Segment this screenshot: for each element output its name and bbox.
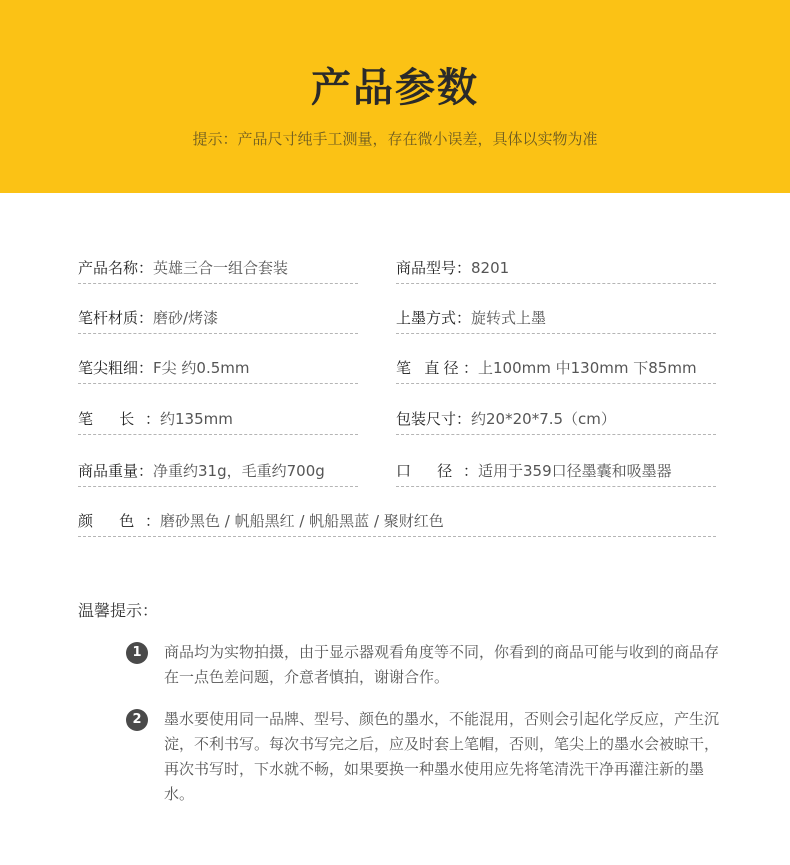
spec-label: 包装尺寸：: [396, 410, 472, 428]
spec-package-size: [396, 404, 716, 435]
spec-label: 上墨方式：: [396, 309, 472, 327]
spec-value: 磨砂黑色 / 帆船黑红 / 帆船黑蓝 / 聚财红色: [160, 512, 444, 530]
page-title: 产品参数: [311, 65, 479, 111]
tip-text: 商品均为实物拍摄，由于显示器观看角度等不同，你看到的商品可能与收到的商品存在一点色差问题，介意者慎拍，谢谢合作。: [164, 643, 720, 686]
spec-label: 口 径：: [396, 462, 478, 480]
spec-product-name: [78, 253, 358, 284]
spec-value: 约135mm: [160, 410, 233, 428]
spec-label: 商品型号：: [396, 259, 472, 277]
spec-model: [396, 253, 716, 284]
spec-color: [78, 506, 716, 537]
spec-value: 适用于359口径墨囊和吸墨器: [478, 462, 672, 480]
spec-value: 磨砂/烤漆: [153, 309, 219, 327]
spec-value: 约20*20*7.5（cm）: [471, 410, 616, 428]
spec-label: 笔 直径：: [396, 359, 478, 377]
spec-label: 笔杆材质：: [78, 309, 154, 327]
tips-heading: 温馨提示：: [78, 601, 159, 620]
spec-value: F尖 约0.5mm: [153, 359, 250, 377]
spec-label: 笔尖粗细：: [78, 359, 154, 377]
number-badge-icon: 1: [126, 642, 148, 664]
spec-caliber: [396, 456, 716, 487]
spec-value: 净重约31g，毛重约700g: [153, 462, 325, 480]
spec-label: 颜 色：: [78, 512, 160, 530]
spec-value: 8201: [471, 259, 510, 277]
spec-diameter: [396, 353, 716, 384]
spec-weight: [78, 456, 358, 487]
spec-label: 笔 长：: [78, 410, 160, 428]
spec-value: 上100mm 中130mm 下85mm: [478, 359, 697, 377]
spec-value: 英雄三合一组合套装: [153, 259, 289, 277]
spec-fill-method: [396, 303, 716, 334]
measurement-note: 提示：产品尺寸纯手工测量，存在微小误差，具体以实物为准: [192, 130, 598, 148]
spec-value: 旋转式上墨: [471, 309, 547, 327]
number-badge-icon: 2: [126, 709, 148, 731]
spec-length: [78, 404, 358, 435]
header-banner: [0, 0, 790, 193]
tip-text: 墨水要使用同一品牌、型号、颜色的墨水，不能混用，否则会引起化学反应，产生沉淀，不利书写。每次书写完之后，应及时套上笔帽，否则，笔尖上的墨水会被晾干，再次书写时，下水就不畅，如果要换一种墨水使用应先将笔清洗干净再灌注新的墨水。: [164, 710, 720, 803]
spec-label: 商品重量：: [78, 462, 154, 480]
spec-nib-size: [78, 353, 358, 384]
spec-barrel-material: [78, 303, 358, 334]
spec-label: 产品名称：: [78, 259, 154, 277]
